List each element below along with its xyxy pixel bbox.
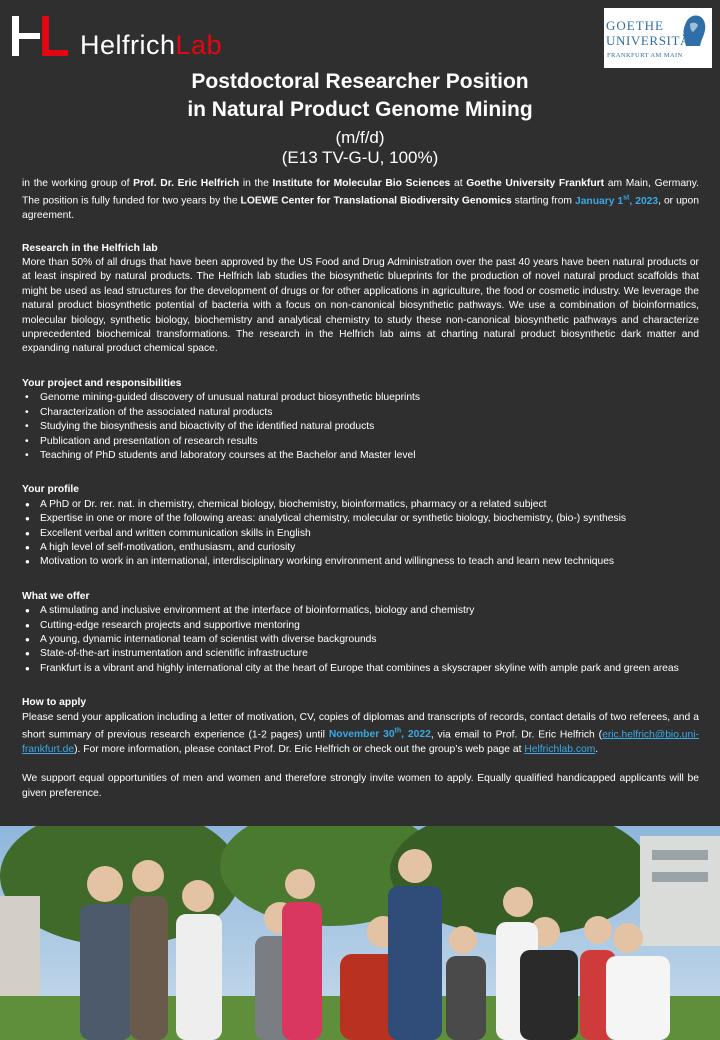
research-heading: Research in the Helfrich lab — [22, 242, 158, 254]
job-description — [22, 177, 699, 801]
team-photo-illustration — [0, 826, 720, 1040]
bullet-icon: • — [25, 421, 29, 433]
list-item: ● A stimulating and inclusive environment at the interface of bioinformatics, biology and chemistry — [22, 604, 699, 618]
bullet-icon: ● — [25, 557, 30, 567]
email-link[interactable]: eric.helfrich@bio.uni-frankfurt.de — [22, 729, 699, 755]
bullet-icon: • — [25, 435, 29, 447]
bullet-icon: ● — [25, 542, 30, 552]
bullet-icon: • — [25, 392, 29, 404]
offer-list — [22, 604, 699, 676]
profile-list — [22, 498, 699, 570]
bullet-icon: ● — [25, 649, 30, 659]
equal-opportunity-paragraph: We support equal opportunities of men and women and therefore strongly invite women to apply. Equally qualified handicapped applicants will be given preference. — [22, 773, 699, 799]
project-list — [22, 391, 699, 463]
list-item: ● State-of-the-art instrumentation and scientific infrastructure — [22, 647, 699, 661]
offer-heading: What we offer — [22, 590, 90, 602]
helfrich-lab-wordmark: HelfrichLab — [80, 30, 223, 60]
bullet-icon: ● — [25, 634, 30, 644]
page-title-line1: Postdoctoral Researcher Position — [191, 70, 529, 93]
website-link[interactable]: Helfrichlab.com — [524, 743, 596, 755]
list-item: • Studying the biosynthesis and bioactivity of the identified natural products — [22, 420, 699, 434]
hl-monogram-icon — [12, 14, 70, 58]
list-item: • Characterization of the associated natural products — [22, 406, 699, 420]
helfrich-lab-logo — [12, 14, 262, 62]
bullet-icon: ● — [25, 663, 30, 673]
list-item: • Publication and presentation of research results — [22, 435, 699, 449]
project-heading: Your project and responsibilities — [22, 377, 182, 389]
bullet-icon: • — [25, 449, 29, 461]
bullet-icon: ● — [25, 528, 30, 538]
bullet-icon: ● — [25, 514, 30, 524]
bullet-icon: ● — [25, 606, 30, 616]
goethe-university-logo: GOETHE UNIVERSITÄT FRANKFURT AM MAIN — [604, 8, 712, 68]
list-item: ● Excellent verbal and written communication skills in English — [22, 527, 699, 541]
bullet-icon: • — [25, 406, 29, 418]
list-item: ● Cutting-edge research projects and supportive mentoring — [22, 619, 699, 633]
list-item: • Teaching of PhD students and laboratory courses at the Bachelor and Master level — [22, 449, 699, 463]
list-item: • Genome mining-guided discovery of unusual natural product biosynthetic blueprints — [22, 391, 699, 405]
subtitle-gender: (m/f/d) — [335, 128, 385, 147]
apply-paragraph: Please send your application including a letter of motivation, CV, copies of diplomas and transcripts of records, contact details of two referees, and a short summary of previous research experience (1-2 pages) until November 30th, 2022, via email to Prof. Dr. Eric Helfrich (eric.helfrich@bio.uni-frankfurt.de). For more information, please contact Prof. Dr. Eric Helfrich or check out the group’s web page at Helfrichlab.com. — [22, 711, 699, 755]
apply-heading: How to apply — [22, 697, 87, 709]
research-paragraph: More than 50% of all drugs that have been approved by the US Food and Drug Administration over the past 40 years have been natural products or at least inspired by natural products. The Helfrich lab studies the biosynthetic blueprints for the production of novel natural product scaffolds that might be used as lead structures for the development of drugs or for other applications in agriculture, the food or cosmetic industry. We leverage the natural product biosynthetic potential of bacteria with a focus on non-canonical biosynthetic pathways. We use a combination of bioinformatics, molecular biology, synthetic biology, biochemistry and analytical chemistry to study these non-canonical biosynthetic pathways and characterize unprecedented biochemical transformations. The research in the Helfrich lab aims at charting natural product biosynthetic dark matter and expanding natural product chemical space. — [22, 257, 699, 355]
intro-paragraph: in the working group of Prof. Dr. Eric Helfrich in the Institute for Molecular Bio Sciences at Goethe University Frankfurt am Main, Germany. The position is fully funded for two years by the LOEWE Center for Translational Biodiversity Genomics starting from January 1st, 2023, or upon agreement. — [22, 178, 700, 222]
list-item: ● A PhD or Dr. rer. nat. in chemistry, chemical biology, biochemistry, bioinformatics, pharmacy or a related subject — [22, 498, 699, 512]
page-title-line2: in Natural Product Genome Mining — [187, 98, 533, 121]
list-item: ● Frankfurt is a vibrant and highly international city at the heart of Europe that combines a skyscraper skyline with ample park and green areas — [22, 662, 699, 676]
list-item: ● Expertise in one or more of the following areas: analytical chemistry, molecular or synthetic biology, biochemistry, (bio-) synthesis — [22, 512, 699, 526]
list-item: ● Motivation to work in an international, interdisciplinary working environment and willingness to teach and learn new techniques — [22, 555, 699, 569]
list-item: ● A high level of self-motivation, enthusiasm, and curiosity — [22, 541, 699, 555]
bullet-icon: ● — [25, 620, 30, 630]
bullet-icon: ● — [25, 499, 30, 509]
list-item: ● A young, dynamic international team of scientist with diverse backgrounds — [22, 633, 699, 647]
subtitle-salary-grade: (E13 TV-G-U, 100%) — [281, 148, 439, 167]
profile-heading: Your profile — [22, 484, 80, 496]
group-photo — [0, 826, 720, 1040]
